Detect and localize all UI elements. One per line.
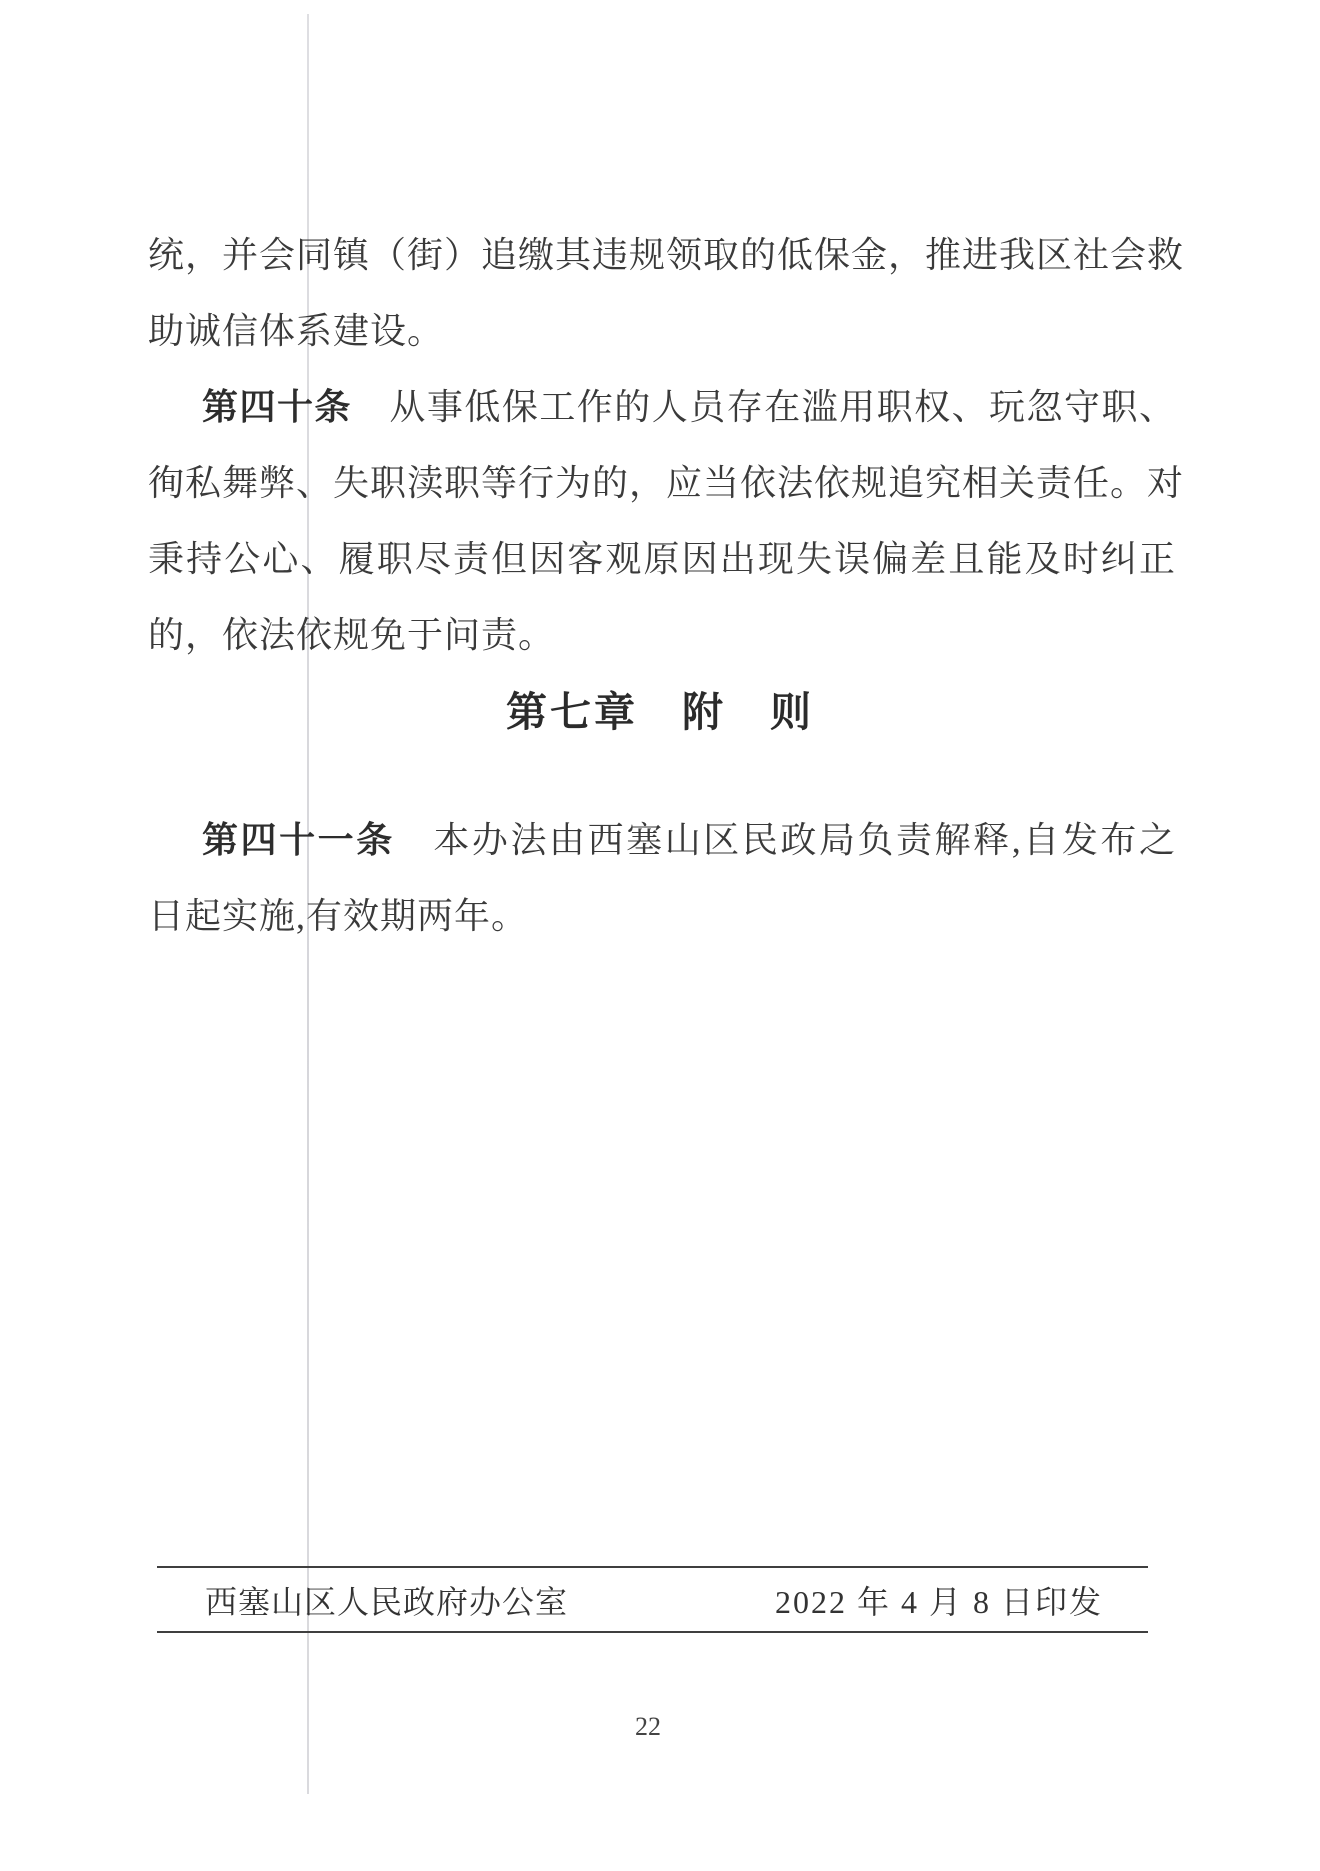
- footer-bottom-rule: [157, 1631, 1148, 1633]
- paragraph-line: 的，依法依规免于问责。: [148, 615, 556, 655]
- article-number-bold: 第四十一条: [202, 820, 395, 860]
- paragraph-line-article-40: [148, 369, 1176, 445]
- chapter-heading: 第七章 附 则: [506, 689, 814, 735]
- body-text-block: [148, 217, 1185, 673]
- paragraph-line: 助诚信体系建设。: [148, 311, 445, 351]
- article-number-bold: 第四十条: [202, 387, 352, 427]
- article-text: 本办法由西塞山区民政局负责解释,自发布之: [394, 820, 1176, 860]
- paragraph-line: 统，并会同镇（街）追缴其违规领取的低保金，推进我区社会救: [148, 235, 1185, 275]
- footer-top-rule: [157, 1566, 1148, 1568]
- paragraph-line: 秉持公心、履职尽责但因客观原因出现失误偏差且能及时纠正: [148, 539, 1176, 579]
- article-41-block: [148, 802, 1176, 954]
- footer-print-date: 2022 年 4 月 8 日印发: [774, 1584, 1103, 1620]
- article-text: 从事低保工作的人员存在滥用职权、玩忽守职、: [351, 387, 1176, 427]
- paragraph-line: 徇私舞弊、失职渎职等行为的，应当依法依规追究相关责任。对: [148, 463, 1185, 503]
- paragraph-line: 日起实施,有效期两年。: [148, 896, 529, 936]
- footer-issuer-office: 西塞山区人民政府办公室: [205, 1584, 569, 1620]
- paragraph-line-article-41: [148, 802, 1176, 878]
- page-number: 22: [635, 1712, 661, 1741]
